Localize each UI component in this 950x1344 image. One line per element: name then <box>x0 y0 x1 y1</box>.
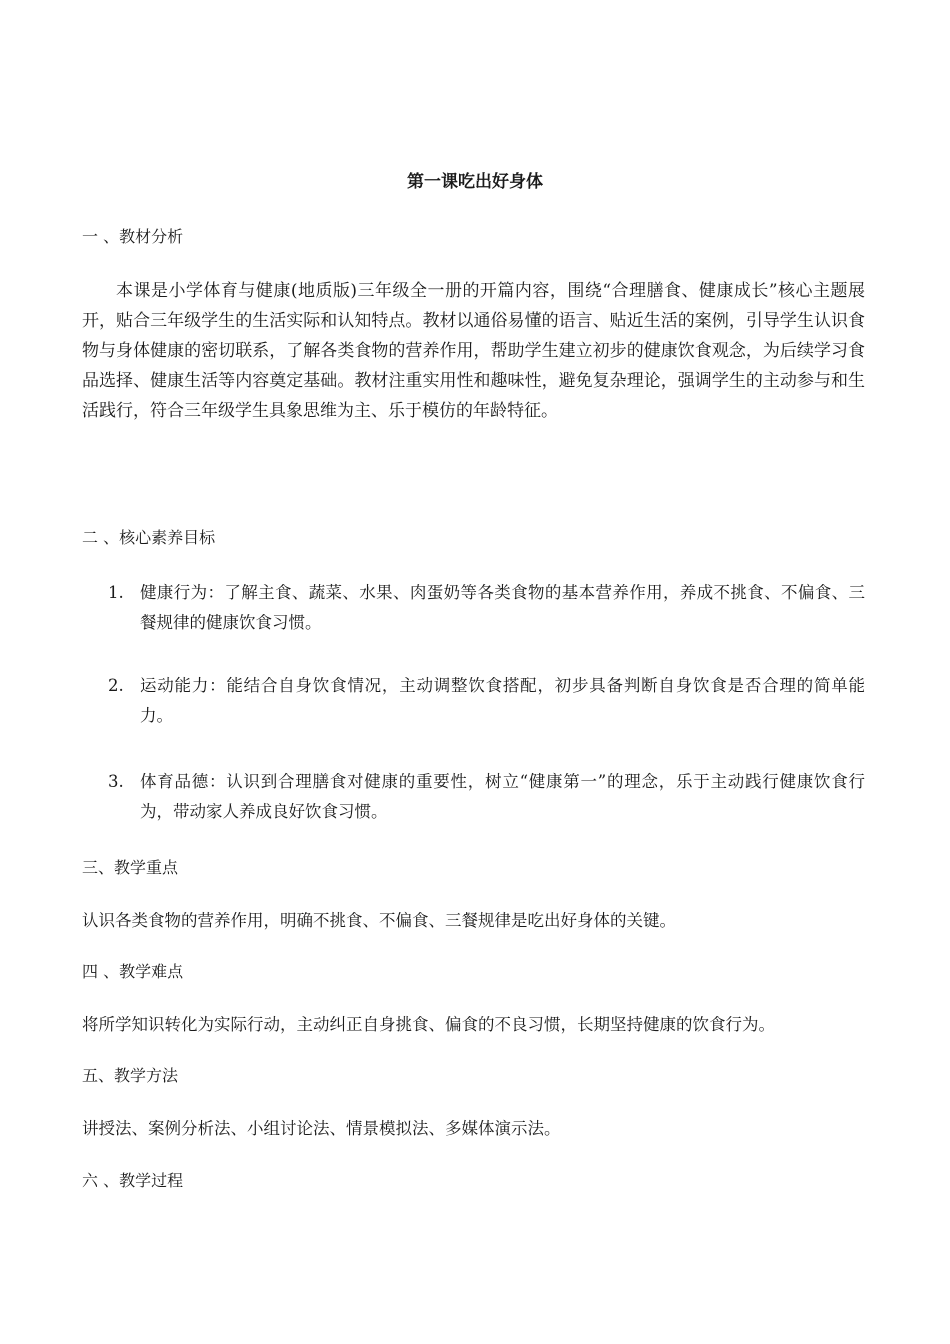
section-heading-key-points: 三、教学重点 <box>82 858 179 877</box>
goal-number: 2. <box>108 676 124 695</box>
textbook-analysis-paragraph: 本课是小学体育与健康(地质版)三年级全一册的开篇内容，围绕“合理膳食、健康成长”核心主题展开，贴合三年级学生的生活实际和认知特点。教材以通俗易懂的语言、贴近生活的案例，引导学生认识食物与身体健康的密切联系，了解各类食物的营养作用，帮助学生建立初步的健康饮食观念，为后续学习食品选择、健康生活等内容奠定基础。教材注重实用性和趣味性，避免复杂理论，强调学生的主动参与和生活践行，符合三年级学生具象思维为主、乐于模仿的年龄特征。 <box>82 281 865 421</box>
goal-item <box>108 767 865 827</box>
document-title: 第一课吃出好身体 <box>407 172 543 192</box>
section-heading-core-goals: 二 、核心素养目标 <box>82 528 216 547</box>
methods-text: 讲授法、案例分析法、小组讨论法、情景模拟法、多媒体演示法。 <box>82 1119 561 1138</box>
section-heading-process: 六 、教学过程 <box>82 1171 184 1190</box>
section-heading-difficulties: 四 、教学难点 <box>82 962 184 981</box>
difficulties-text: 将所学知识转化为实际行动，主动纠正自身挑食、偏食的不良习惯，长期坚持健康的饮食行为。 <box>82 1015 775 1034</box>
section-heading-methods: 五、教学方法 <box>82 1066 179 1085</box>
goal-text: 健康行为：了解主食、蔬菜、水果、肉蛋奶等各类食物的基本营养作用，养成不挑食、不偏食、三餐规律的健康饮食习惯。 <box>140 583 865 632</box>
key-points-text: 认识各类食物的营养作用，明确不挑食、不偏食、三餐规律是吃出好身体的关键。 <box>82 911 676 930</box>
goal-text: 运动能力：能结合自身饮食情况，主动调整饮食搭配，初步具备判断自身饮食是否合理的简单能力。 <box>140 676 865 725</box>
goal-number: 1. <box>108 583 124 602</box>
goal-item <box>108 578 865 638</box>
goal-item <box>108 671 865 731</box>
goal-text: 体育品德：认识到合理膳食对健康的重要性，树立“健康第一”的理念，乐于主动践行健康饮食行为，带动家人养成良好饮食习惯。 <box>140 772 865 821</box>
goal-number: 3. <box>108 772 124 791</box>
section-heading-textbook-analysis: 一 、教材分析 <box>82 227 184 246</box>
